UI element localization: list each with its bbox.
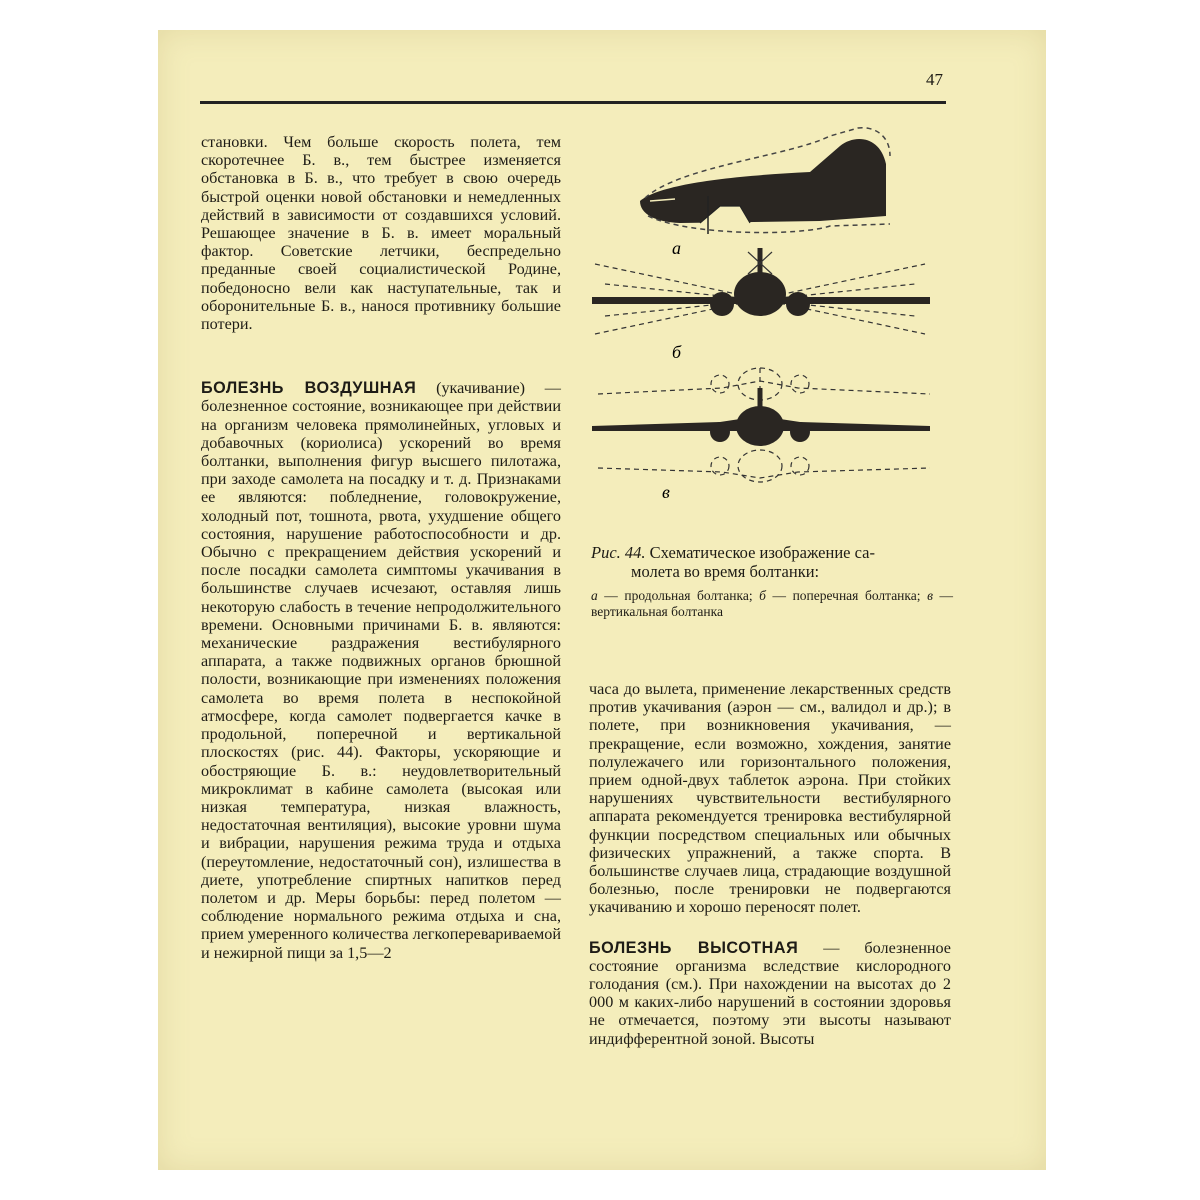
- figure-label-v: в: [662, 482, 670, 502]
- figure-caption: [591, 543, 953, 620]
- aircraft-vertical-view: [592, 368, 930, 502]
- entry-altitude-sickness: [589, 939, 951, 1048]
- left-column: [201, 133, 561, 962]
- caption-title: [591, 543, 953, 581]
- caption-legend: а — продольная болтанка; б — поперечная болтанка; в — вертикальная болтанка: [591, 588, 954, 619]
- entry-term: БОЛЕЗНЬ ВОЗДУШНАЯ: [201, 379, 417, 398]
- aircraft-front-view: [592, 248, 930, 362]
- entry-term: БОЛЕЗНЬ ВЫСОТНАЯ: [589, 938, 799, 957]
- right-column: [589, 680, 951, 1048]
- figure-label-a: а: [672, 238, 681, 258]
- header-rule: [200, 101, 946, 104]
- entry-air-sickness: [201, 379, 561, 962]
- aircraft-side-view: [640, 128, 890, 258]
- page-number: 47: [926, 70, 943, 89]
- continuation-paragraph: часа до вылета, применение лекарственных средств против укачивания (аэрон — см., валидол и др.); в полете, при возникновения укачивания, — прекращение, если возможно, хождения, занятие полулежачего или горизонтального положения, прием одной-двух таблеток аэрона. При стойких нарушениях чувствительности вестибулярного аппарата рекомендуется тренировка вестибулярной функции посредством специальных или обычных физических упражнений, а также спорта. В большинстве случаев лица, страдающие воздушной болезнью, после тренировки не подвергаются укачиванию и хорошо переносят полет.: [589, 680, 951, 917]
- figure-label-b: б: [672, 342, 682, 362]
- caption-title-first: Схематическое изображение са-: [645, 543, 875, 562]
- intro-paragraph: становки. Чем больше скорость полета, тем скоротечнее Б. в., тем быстрее изменяется обстановка в Б. в., что требует в свою очередь быстрой оценки новой обстановки и немедленных действий в зависимости от создавшихся условий. Решающее значение в Б. в. имеет моральный фактор. Советские летчики, беспредельно преданные своей социалистической Родине, победоносно вели как наступательные, так и оборонительные Б. в., нанося противнику большие потери.: [201, 133, 561, 334]
- caption-title-second: молета во время болтанки:: [631, 562, 820, 581]
- entry-text: — болезненное состояние организма вследствие кислородного голодания (см.). При нахождении на высотах до 2 000 м каких-либо нарушений в состоянии здоровья не отмечается, поэтому эти высоты называют индифферентной зоной. Высоты: [589, 938, 951, 1048]
- figure-44: [590, 126, 950, 506]
- aircraft-schematic: [590, 126, 950, 506]
- caption-label: Рис. 44.: [591, 543, 646, 562]
- entry-text: (укачивание) — болезненное состояние, возникающее при действии на организм человека прямолинейных, угловых и добавочных (кориолиса) ускорений во время болтанки, выполнения фигур высшего пилотажа, при заходе самолета на посадку и т. д. Признаками ее являются: побледнение, головокружение, холодный пот, тошнота, рвота, ухудшение общего состояния, нарушение работоспособности и др. Обычно с прекращением действия ускорений и после посадки самолета симптомы укачивания в большинстве случаев исчезают, оставляя лишь некоторую слабость в течение непродолжительного времени. Основными причинами Б. в. являются: механические раздражения вестибулярного аппарата, а также подвижных органов брюшной полости, возникающие при изменениях положения самолета во время полета в неспокойной атмосфере, когда самолет подвергается качке в продольной, поперечной и вертикальной плоскостях (рис. 44). Факторы, ускоряющие и обостряющие Б. в.: неудовлетворительный микроклимат в кабине самолета (высокая или низкая температура, низкая влажность, недостаточная вентиляция), высокие уровни шума и вибрации, нарушения режима труда и отдыха (переутомление, недостаточный сон), излишества в диете, употребление спиртных напитков перед полетом и др. Меры борьбы: перед полетом — соблюдение нормального режима отдыха и сна, прием умеренного количества легкоперевариваемой и нежирной пищи за 1,5—2: [201, 379, 561, 962]
